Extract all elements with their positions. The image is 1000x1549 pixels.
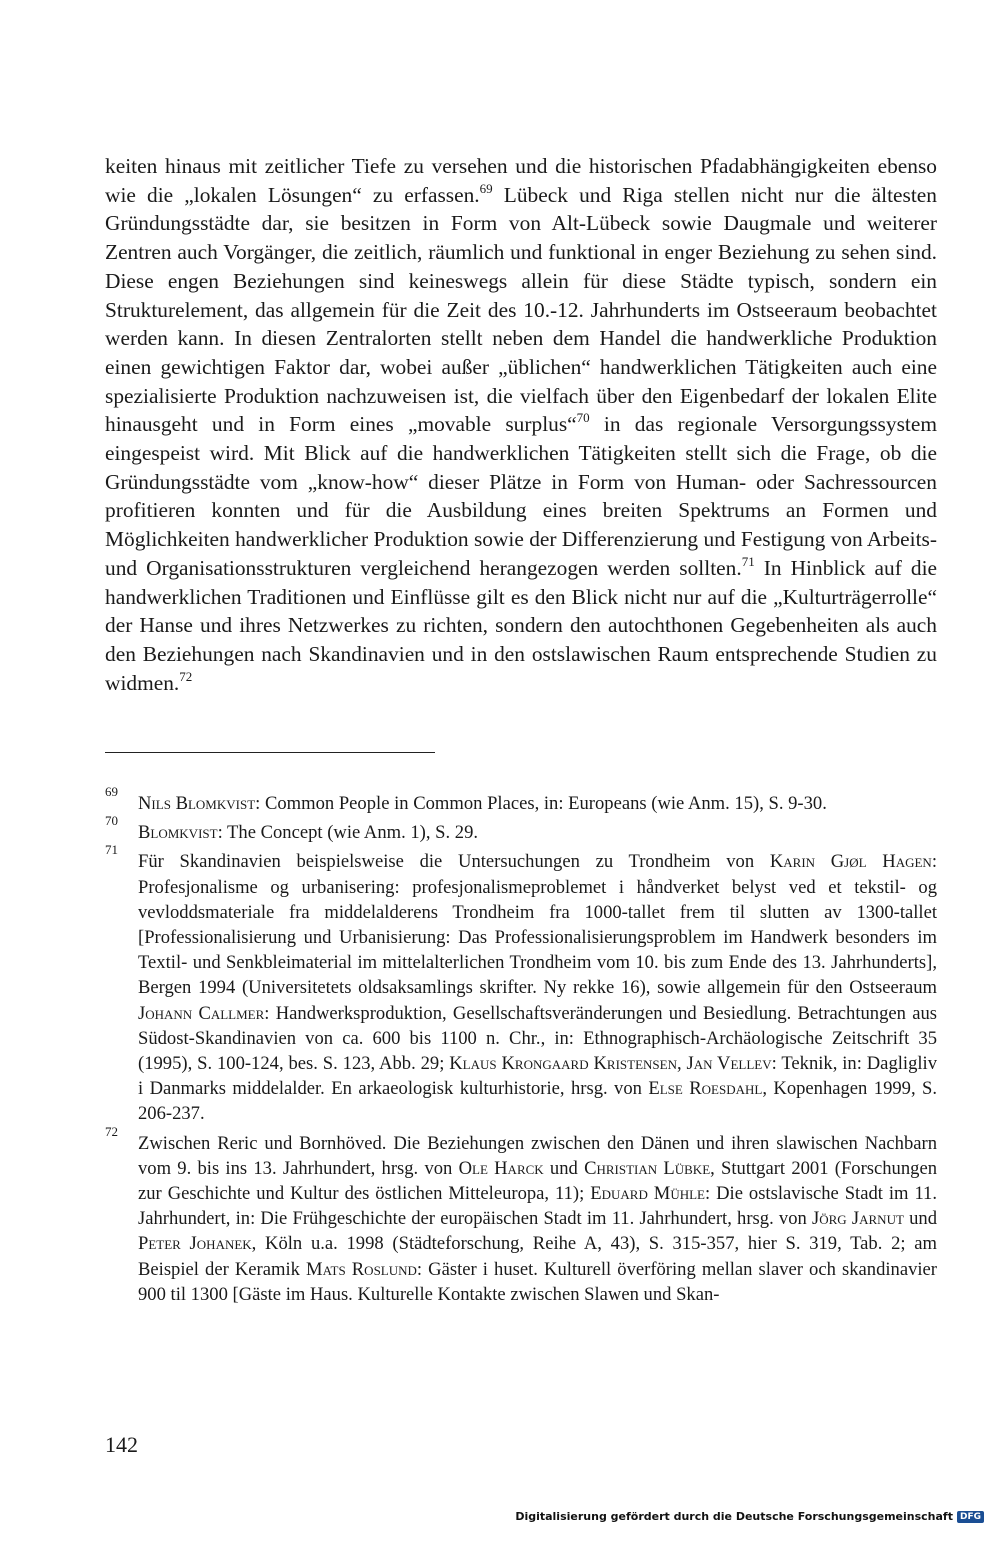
body-text-segment: In Hinblick auf die handwerklichen Traditionen und Einflüsse gilt es den Blick nicht nur auf die „Kulturträgerrolle“ der Hanse und ihres Netzwerkes zu richten, sondern den autochthonen Gegebenheiten als auch den Beziehungen nach Skandinavien und in den ostslawischen Raum entsprechende Studien zu widmen. xyxy=(105,555,938,695)
footnote-71 xyxy=(105,842,938,1126)
footnote-text: , Kopenhagen 1999, S. 206-237. xyxy=(138,1078,938,1125)
funding-credit-text: Digitalisierung gefördert durch die Deutsche Forschungsgemeinschaft xyxy=(515,1510,953,1523)
footnote-text: und xyxy=(543,1157,585,1179)
body-text-segment: in das regionale Versorgungssystem eingespeist wird. Mit Blick auf die handwerklichen Tätigkeiten stellt sich die Frage, ob die Gründungsstädte vom „know-how“ dieser Plätze in Form von Human- oder Sachressourcen profitieren konnten und für die Ausbildung eines breiten Spektrums an Formen und Möglichkeiten handwerklicher Produktion sowie der Differenzierung und Festigung von Arbeits- und Organisationsstrukturen vergleichend herangezogen werden sollten. xyxy=(105,412,937,580)
footnote-ref-69[interactable]: 69 xyxy=(479,180,493,196)
footnote-text: , Stuttgart 2001 (Forschungen zur Geschichte und Kultur des östlichen Mitteleuropa, 11); xyxy=(138,1157,937,1205)
author-name: Nils Blomkvist xyxy=(138,793,256,814)
author-name: Mats Roslund xyxy=(306,1258,417,1280)
footnote-ref-70[interactable]: 70 xyxy=(576,410,590,426)
author-name: Blomkvist xyxy=(138,822,218,844)
footnote-text: Für Skandinavien beispielsweise die Untersuchungen zu Trondheim von xyxy=(138,851,770,873)
author-name: Christian Lübke xyxy=(584,1157,711,1179)
main-text-block xyxy=(105,152,937,697)
footnote-text: : The Concept (wie Anm. 1), S. 29. xyxy=(217,822,479,844)
footnote-separator xyxy=(105,752,435,753)
author-name: Johann Callmer xyxy=(138,1002,265,1024)
footnote-text: : Gäster i huset. Kulturell överföring mellan slaver och skandinavier 900 til 1300 [Gäste im Haus. Kulturelle Kontakte zwischen Slawen und Skan- xyxy=(138,1258,937,1305)
footnote-text: : Common People in Common Places, in: Europeans (wie Anm. 15), S. 9-30. xyxy=(255,793,827,814)
body-text-segment: Lübeck und Riga stellen nicht nur die ältesten Gründungsstädte dar, sie besitzen in Form von Alt-Lübeck sowie Daugmale und weiterer Zentren auch Vorgänger, die zeitlich, räumlich und funktional in enger Beziehung zu sehen sind. Diese engen Beziehungen sind keineswegs allein für diese Städte typisch, sondern ein Strukturelement, das allgemein für die Zeit des 10.-12. Jahrhunderts im Ostseeraum beobachtet werden kann. In diesen Zentralorten stellt neben dem Handel die handwerkliche Produktion einen gewichtigen Faktor dar, wobei außer „üblichen“ handwerklichen Tätigkeiten auch eine spezialisierte Produktion nachzuweisen ist, die vielfach über den Eigenbedarf der lokalen Elite hinausgeht und in Form eines „movable surplus“ xyxy=(105,182,937,437)
footnotes-block xyxy=(105,784,938,1311)
author-name: Jörg Jarnut xyxy=(812,1208,904,1230)
body-paragraph xyxy=(105,152,937,697)
author-name: Karin Gjøl Hagen xyxy=(769,851,932,873)
footnote-text: und xyxy=(903,1208,937,1230)
footnote-number: 69 xyxy=(105,784,118,799)
author-name: Peter Johanek xyxy=(138,1233,252,1255)
footnote-ref-71[interactable]: 71 xyxy=(741,553,755,569)
author-name: Klaus Krongaard Kristensen, Jan Vellev xyxy=(449,1053,772,1075)
footnote-72 xyxy=(105,1123,938,1307)
footnote-text: , Köln u.a. 1998 (Städteforschung, Reihe A, 43), S. 315-357, hier S. 319, Tab. 2; am Beispiel der Keramik xyxy=(138,1233,937,1280)
footnote-69 xyxy=(105,784,937,816)
footnote-text: Zwischen Reric und Bornhöved. Die Beziehungen zwischen den Dänen und ihren slawischen Nachbarn vom 9. bis ins 13. Jahrhundert, hrsg. von xyxy=(138,1132,937,1179)
footnote-number: 71 xyxy=(105,842,118,858)
footnote-70 xyxy=(105,813,937,845)
footnote-ref-72[interactable]: 72 xyxy=(179,668,193,684)
author-name: Ole Harck xyxy=(458,1157,544,1179)
footnote-text: : Handwerksproduktion, Gesellschaftsveränderungen und Besiedlung. Betrachtungen aus Südost-Skandinavien von ca. 600 bis 1100 n. Chr., in: Ethnographisch-Archäologische Zeitschrift 35 (1995), S. 100-124, bes. S. 123, Abb. 29; xyxy=(138,1002,937,1075)
page-number: 142 xyxy=(105,1432,138,1457)
footnote-text: : Profesjonalisme og urbanisering: profesjonalismeproblemet i håndverket belyst ved et tekstil- og vevloddsmateriale fra middelalderens Trondheim fra 1000-tallet frem til slutten av 1300-tallet [Professionalisierung und Urbanisierung: Das Professionalisierungsproblem im Handwerk besonders im Textil- und Senkbleimaterial im mittelalterlichen Trondheim vom 10. bis zum Ende des 13. Jahrhunderts], Bergen 1994 (Universitetets oldsaksamlings skrifter. Ny rekke 16), sowie allgemein für den Ostseeraum xyxy=(138,851,937,999)
footnote-number: 72 xyxy=(105,1123,118,1139)
footnote-text: : Die ostslavische Stadt im 11. Jahrhundert, in: Die Frühgeschichte der europäischen Stadt im 11. Jahrhundert, hrsg. von xyxy=(138,1183,938,1230)
author-name: Else Roesdahl xyxy=(648,1078,763,1100)
author-name: Eduard Mühle xyxy=(590,1183,705,1205)
footnote-number: 70 xyxy=(105,813,118,829)
funding-credit xyxy=(515,1510,984,1523)
dfg-logo: DFG xyxy=(957,1511,984,1523)
body-text-segment: keiten hinaus mit zeitlicher Tiefe zu versehen und die historischen Pfadabhängigkeiten ebenso wie die „lokalen Lösungen“ zu erfassen. xyxy=(105,154,937,207)
footnote-text: : Teknik, in: Dagligliv i Danmarks middelalder. En arkaeologisk kulturhistorie, hrsg. von xyxy=(138,1053,937,1100)
